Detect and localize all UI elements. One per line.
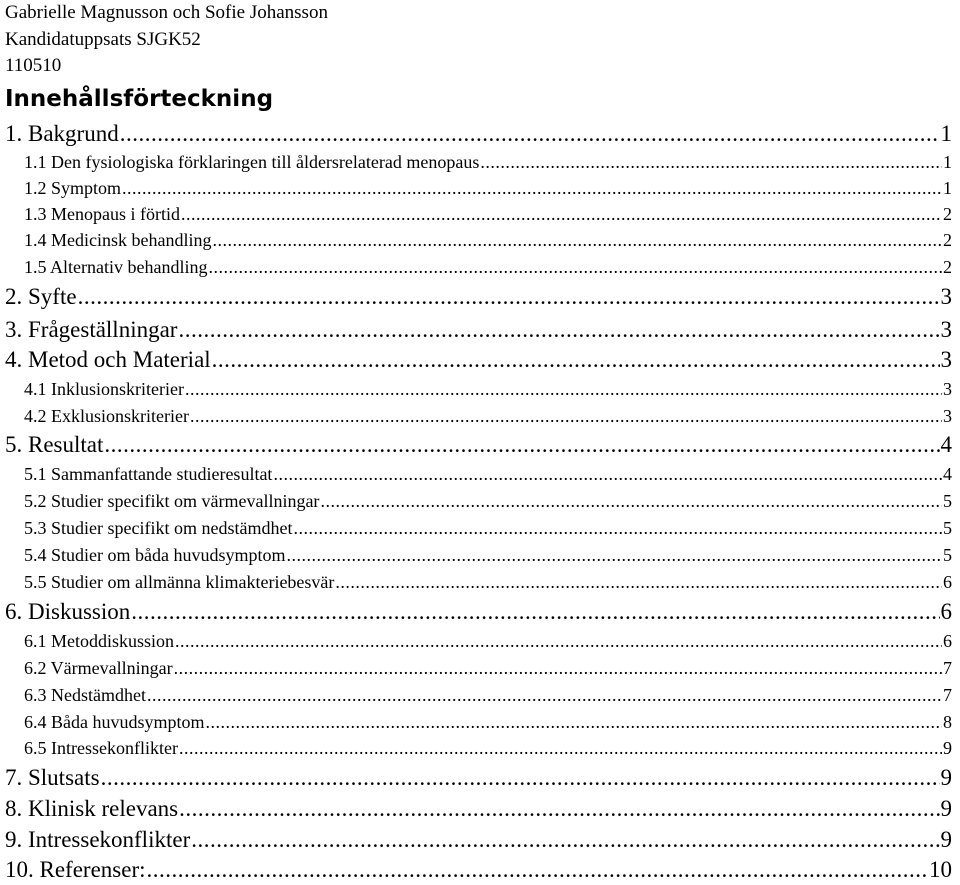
toc-leader	[335, 571, 942, 593]
toc-leader	[179, 737, 942, 759]
toc-entry[interactable]	[0, 151, 960, 173]
toc-entry-page: 10	[929, 857, 952, 882]
toc-leader	[120, 121, 940, 147]
toc-entry-page: 6	[943, 631, 952, 651]
toc-entry-label: 4. Metod och Material	[5, 347, 211, 372]
toc-entry-label: 5.3 Studier specifikt om nedstämdhet	[24, 518, 293, 538]
toc-entry[interactable]	[0, 599, 960, 625]
toc-leader	[320, 490, 942, 512]
toc-entry-page: 1	[940, 121, 952, 146]
toc-entry[interactable]	[0, 630, 960, 652]
toc-entry-page: 2	[943, 257, 952, 277]
toc-entry-label: 5.1 Sammanfattande studieresultat	[24, 464, 273, 484]
toc-leader	[206, 711, 943, 733]
toc-leader	[122, 177, 942, 199]
toc-entry-page: 1	[943, 178, 952, 198]
toc-entry-page: 4	[943, 464, 952, 484]
toc-leader	[179, 796, 939, 822]
toc-leader	[185, 378, 942, 400]
toc-leader	[147, 857, 929, 883]
toc-entry[interactable]	[0, 684, 960, 706]
course-line: Kandidatuppsats SJGK52	[5, 29, 201, 50]
toc-entry[interactable]	[0, 256, 960, 278]
toc-title: Innehållsförteckning	[5, 86, 274, 112]
toc-entry-page: 3	[940, 347, 952, 372]
toc-leader	[181, 203, 942, 225]
toc-entry-page: 9	[943, 738, 952, 758]
toc-entry-page: 4	[940, 432, 952, 457]
toc-entry[interactable]	[0, 463, 960, 485]
toc-entry[interactable]	[0, 490, 960, 512]
toc-entry[interactable]	[0, 657, 960, 679]
toc-entry[interactable]	[0, 827, 960, 853]
toc-entry-page: 5	[943, 491, 952, 511]
toc-leader	[212, 347, 940, 373]
toc-entry-label: 6.4 Båda huvudsymptom	[24, 712, 205, 732]
toc-entry-page: 2	[943, 230, 952, 250]
toc-leader	[273, 463, 942, 485]
toc-entry-page: 3	[943, 406, 952, 426]
toc-entry-label: 6.2 Värmevallningar	[24, 658, 173, 678]
toc-entry-label: 10. Referenser:	[5, 857, 146, 882]
toc-leader	[104, 432, 939, 458]
toc-leader	[131, 599, 939, 625]
toc-entry[interactable]	[0, 347, 960, 373]
toc-entry-page: 1	[943, 152, 952, 172]
toc-entry-page: 5	[943, 518, 952, 538]
toc-entry[interactable]	[0, 737, 960, 759]
toc-entry-label: 1.5 Alternativ behandling	[24, 257, 208, 277]
toc-entry[interactable]	[0, 203, 960, 225]
toc-entry-label: 8. Klinisk relevans	[5, 796, 179, 821]
authors-line: Gabrielle Magnusson och Sofie Johansson	[5, 2, 328, 23]
toc-leader	[190, 405, 942, 427]
toc-entry-page: 3	[943, 379, 952, 399]
toc-leader	[212, 229, 942, 251]
toc-leader	[78, 284, 940, 310]
toc-leader	[286, 544, 942, 566]
toc-entry-label: 1. Bakgrund	[5, 121, 119, 146]
toc-leader	[175, 630, 942, 652]
toc-entry-label: 9. Intressekonflikter	[5, 827, 191, 852]
toc-entry[interactable]	[0, 229, 960, 251]
toc-entry-label: 1.2 Symptom	[24, 178, 122, 198]
toc-entry[interactable]	[0, 378, 960, 400]
toc-leader	[480, 151, 942, 173]
date-line: 110510	[5, 55, 62, 76]
toc-entry-label: 5.2 Studier specifikt om värmevallningar	[24, 491, 320, 511]
toc-entry[interactable]	[0, 284, 960, 310]
toc-entry[interactable]	[0, 857, 960, 883]
toc-entry-label: 5. Resultat	[5, 432, 104, 457]
toc-entry-page: 8	[943, 712, 952, 732]
toc-entry[interactable]	[0, 517, 960, 539]
toc-entry-page: 7	[943, 685, 952, 705]
toc-entry-page: 6	[943, 572, 952, 592]
toc-entry[interactable]	[0, 432, 960, 458]
toc-leader	[178, 317, 939, 343]
toc-entry-label: 4.2 Exklusionskriterier	[24, 406, 189, 426]
toc-entry-page: 6	[940, 599, 952, 624]
toc-entry-label: 6.1 Metoddiskussion	[24, 631, 175, 651]
toc-entry[interactable]	[0, 571, 960, 593]
toc-entry-label: 6. Diskussion	[5, 599, 131, 624]
toc-entry-label: 6.3 Nedstämdhet	[24, 685, 146, 705]
toc-entry[interactable]	[0, 711, 960, 733]
toc-leader	[147, 684, 942, 706]
toc-entry[interactable]	[0, 796, 960, 822]
toc-entry-label: 5.5 Studier om allmänna klimakteriebesvär	[24, 572, 335, 592]
toc-leader	[208, 256, 942, 278]
toc-entry[interactable]	[0, 405, 960, 427]
toc-entry-page: 9	[940, 827, 952, 852]
toc-entry[interactable]	[0, 121, 960, 147]
toc-entry[interactable]	[0, 177, 960, 199]
toc-entry-label: 2. Syfte	[5, 284, 77, 309]
toc-leader	[101, 765, 940, 791]
toc-entry[interactable]	[0, 317, 960, 343]
toc-entry[interactable]	[0, 765, 960, 791]
toc-entry-label: 1.4 Medicinsk behandling	[24, 230, 212, 250]
toc-entry-page: 9	[940, 765, 952, 790]
toc-leader	[293, 517, 942, 539]
toc-entry-label: 4.1 Inklusionskriterier	[24, 379, 184, 399]
toc-entry-page: 3	[940, 317, 952, 342]
toc-entry-label: 7. Slutsats	[5, 765, 100, 790]
toc-leader	[191, 827, 939, 853]
toc-entry-label: 3. Frågeställningar	[5, 317, 178, 342]
toc-entry-label: 1.1 Den fysiologiska förklaringen till åldersrelaterad menopaus	[24, 152, 480, 172]
toc-entry[interactable]	[0, 544, 960, 566]
toc-leader	[174, 657, 942, 679]
toc-entry-label: 1.3 Menopaus i förtid	[24, 204, 180, 224]
toc-entry-page: 2	[943, 204, 952, 224]
toc-entry-page: 7	[943, 658, 952, 678]
toc-entry-label: 6.5 Intressekonflikter	[24, 738, 178, 758]
toc-entry-page: 3	[940, 284, 952, 309]
toc-entry-page: 9	[940, 796, 952, 821]
toc-entry-page: 5	[943, 545, 952, 565]
toc-entry-label: 5.4 Studier om båda huvudsymptom	[24, 545, 286, 565]
